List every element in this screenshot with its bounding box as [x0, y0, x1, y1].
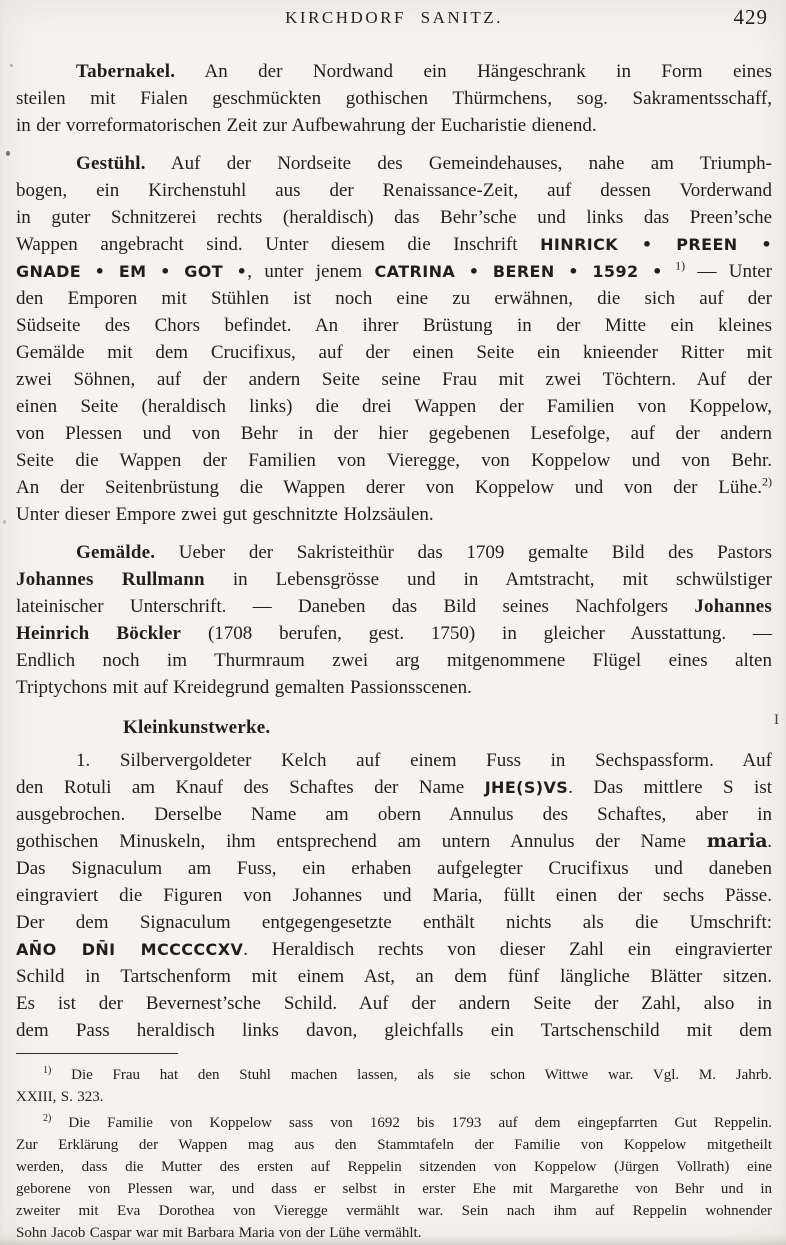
text-line — [16, 674, 772, 701]
text-segment: Sohn Jacob Caspar war mit Barbara Maria von der Lühe vermählt. — [16, 1225, 422, 1241]
text-segment: maria — [706, 830, 768, 852]
text-line — [16, 1017, 772, 1044]
text-line — [16, 909, 772, 936]
text-segment: Es ist der Bevernest’sche Schild. Auf der andern Seite der Zahl, also in — [16, 993, 772, 1014]
text-segment: Schild in Tartschenform mit einem Ast, an dem fünf längliche Blätter sitzen. — [16, 966, 772, 987]
text-segment: ausgebrochen. Derselbe Name am obern Annulus des Schaftes, aber in — [16, 804, 772, 825]
text-segment: den Rotuli am Knauf des Schaftes der Name — [16, 777, 485, 798]
text-line — [16, 774, 772, 801]
text-segment: in der vorreformatorischen Zeit zur Aufbewahrung der Eucharistie dienend. — [16, 115, 597, 136]
text-segment: werden, dass die Mutter des ersten auf Reppelin sitzenden von Koppelow (Jürgen Vollrath) eine — [16, 1159, 772, 1175]
text-segment: Das Signaculum am Fuss, ein erhaben aufgelegter Crucifixus und daneben — [16, 858, 772, 879]
body-text — [16, 58, 772, 1044]
text-line — [16, 1178, 772, 1200]
para-gemaelde — [16, 539, 772, 701]
text-line — [16, 539, 772, 566]
text-line — [16, 285, 772, 312]
text-line — [16, 231, 772, 258]
footnote-1 — [16, 1064, 772, 1108]
text-segment: An der Nordwand ein Hängeschrank in Form eines — [175, 61, 772, 82]
text-segment: Triptychons mit auf Kreidegrund gemalten Passionsscenen. — [16, 677, 472, 698]
text-segment: Wappen angebracht sind. Unter diesem die Inschrift — [16, 234, 541, 255]
text-segment: AN̄O DN̄I MCCCCCXV — [16, 940, 244, 959]
text-line — [16, 447, 772, 474]
text-segment: . Heraldisch rechts von dieser Zahl ein eingravierter — [243, 939, 772, 960]
text-line — [16, 150, 772, 177]
text-segment: . Das mittlere S ist — [568, 777, 772, 798]
text-line — [16, 566, 772, 593]
footnote-2 — [16, 1112, 772, 1244]
text-segment: 1. Silbervergoldeter Kelch auf einem Fuss in Sechspassform. Auf — [76, 750, 772, 771]
page-header — [16, 5, 772, 36]
text-segment: Seite die Wappen der Familien von Vieregge, von Koppelow und von Behr. — [16, 450, 772, 471]
text-segment: . — [767, 831, 772, 852]
text-line — [16, 593, 772, 620]
text-line — [16, 501, 772, 528]
text-segment: von Plessen und von Behr in der hier gegebenen Lesefolge, auf der andern — [16, 423, 772, 444]
text-segment: Endlich noch im Thurmraum zwei arg mitgenommene Flügel eines alten — [16, 650, 772, 671]
text-line — [16, 420, 772, 447]
text-line — [16, 828, 772, 855]
footnote-reference: 2) — [762, 474, 772, 489]
text-segment: Gemälde. — [76, 542, 156, 563]
text-line — [16, 312, 772, 339]
text-line — [16, 177, 772, 204]
text-segment: Johannes — [694, 596, 772, 617]
text-segment: CATRINA • BEREN • 1592 • — [374, 262, 663, 281]
text-line — [16, 936, 772, 963]
scan-speck — [3, 520, 6, 524]
text-line — [16, 620, 772, 647]
text-line — [16, 1064, 772, 1086]
text-segment: GNADE • EM • GOT • — [16, 262, 248, 281]
text-segment: An der Seitenbrüstung die Wappen derer von Koppelow und von der Lühe. — [16, 477, 762, 498]
page-number: 429 — [733, 5, 768, 29]
text-line — [16, 855, 772, 882]
text-line — [16, 801, 772, 828]
text-segment: Unter dieser Empore zwei gut geschnitzte Holzsäulen. — [16, 504, 434, 525]
text-segment: Die Familie von Koppelow sass von 1692 bis 1793 auf dem eingepfarrten Gut Reppelin. — [51, 1115, 772, 1131]
para-tabernakel — [16, 58, 772, 139]
text-segment: Zur Erklärung der Wappen mag aus den Stammtafeln der Familie von Koppelow mitgetheilt — [16, 1137, 772, 1153]
text-line — [16, 58, 772, 85]
text-line — [16, 474, 772, 501]
heading-kleinkunstwerke — [16, 714, 772, 741]
text-segment: steilen mit Fialen geschmückten gothischen Thürmchens, sog. Sakramentsschaff, — [16, 88, 772, 109]
text-line — [16, 647, 772, 674]
text-segment: in guter Schnitzerei rechts (heraldisch) das Behr’sche und links das Preen’sche — [16, 207, 772, 228]
text-segment — [663, 261, 675, 282]
text-line — [16, 339, 772, 366]
text-segment: XXIII, S. 323. — [16, 1089, 104, 1105]
text-segment: gothischen Minuskeln, ihm entsprechend am untern Annulus der Name — [16, 831, 707, 852]
text-segment: zwei Söhnen, auf der andern Seite seine Frau mit zwei Töchtern. Auf der — [16, 369, 772, 390]
text-segment: JHE(S)VS — [484, 778, 569, 797]
text-segment: eingraviert die Figuren von Johannes und Maria, füllt einen der sechs Pässe. — [16, 885, 772, 906]
text-line — [16, 882, 772, 909]
footnote-separator-rule — [16, 1053, 178, 1054]
footnote-reference: 2) — [43, 1113, 52, 1124]
text-line — [16, 85, 772, 112]
text-segment: Gemälde mit dem Crucifixus, auf der einen Seite ein knieender Ritter mit — [16, 342, 772, 363]
para-gestuehl — [16, 150, 772, 528]
text-segment: zweiter mit Eva Dorothea von Vieregge vermählt war. Sein nach ihm auf Reppelin wohnender — [16, 1203, 772, 1219]
text-line — [16, 1134, 772, 1156]
text-segment: Ueber der Sakristeithür das 1709 gemalte Bild des Pastors — [155, 542, 772, 563]
text-line — [16, 112, 772, 139]
text-segment: Johannes Rullmann — [16, 569, 205, 590]
text-line — [16, 1222, 772, 1244]
text-line — [16, 963, 772, 990]
text-segment: Auf der Nordseite des Gemeindehauses, nahe am Triumph- — [145, 153, 772, 174]
text-line — [16, 714, 772, 741]
text-segment: geborene von Plessen war, und dass er selbst in erster Ehe mit Margarethe von Behr und in — [16, 1181, 772, 1197]
footnotes — [16, 1064, 772, 1244]
text-segment: Die Frau hat den Stuhl machen lassen, als sie schon Wittwe war. Vgl. M. Jahrb. — [51, 1067, 772, 1083]
text-segment: HINRICK • PREEN • — [540, 235, 772, 254]
text-line — [16, 747, 772, 774]
text-segment: Südseite des Chors befindet. An ihrer Brüstung in der Mitte ein kleines — [16, 315, 772, 336]
running-title: KIRCHDORF SANITZ. — [285, 8, 503, 27]
scan-speck — [10, 64, 13, 67]
footnote-reference: 1) — [675, 258, 686, 273]
text-line — [16, 990, 772, 1017]
text-line — [16, 258, 772, 285]
text-segment: (1708 berufen, gest. 1750) in gleicher Ausstattung. — — [181, 623, 772, 644]
text-segment: Tabernakel. — [76, 61, 176, 82]
para-kelch-1 — [16, 747, 772, 1044]
text-segment: bogen, ein Kirchenstuhl aus der Renaissance-Zeit, auf dessen Vorderwand — [16, 180, 772, 201]
scan-speck — [6, 151, 10, 156]
text-line — [16, 1200, 772, 1222]
text-line — [16, 393, 772, 420]
footnote-reference: 1) — [43, 1065, 52, 1076]
text-line — [16, 366, 772, 393]
text-segment: dem Pass heraldisch links davon, gleichfalls ein Tartschenschild mit dem — [16, 1020, 772, 1041]
text-segment: , unter jenem — [247, 261, 375, 282]
text-line — [16, 1156, 772, 1178]
text-segment: Gestühl. — [76, 153, 146, 174]
text-segment: in Lebensgrösse und in Amtstracht, mit schwülstiger — [204, 569, 773, 590]
text-line — [16, 1112, 772, 1134]
text-line — [16, 204, 772, 231]
stray-mark: I — [774, 712, 779, 728]
text-segment: Der dem Signaculum entgegengesetzte enthält nichts als die Umschrift: — [16, 912, 772, 933]
text-segment: lateinischer Unterschrift. — Daneben das Bild seines Nachfolgers — [16, 596, 695, 617]
text-segment: — Unter — [685, 261, 772, 282]
text-segment: Heinrich Böckler — [16, 623, 182, 644]
text-segment: den Emporen mit Stühlen ist noch eine zu erwähnen, die sich auf der — [16, 288, 772, 309]
text-line — [16, 1086, 772, 1108]
text-segment: Kleinkunstwerke. — [123, 717, 271, 738]
text-segment: einen Seite (heraldisch links) die drei Wappen der Familien von Koppelow, — [16, 396, 772, 417]
